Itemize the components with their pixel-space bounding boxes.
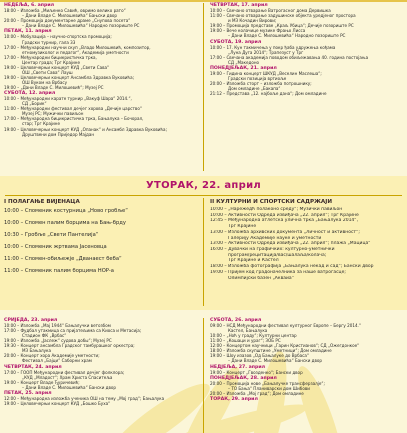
wreath-item: 11:00 – Споменик палим борцима НОР-а: [4, 268, 114, 274]
wreath-item: 11:00 – Спомен-обиљежје „Дванаест беба“: [4, 256, 122, 262]
top-divider: [203, 3, 204, 171]
day-heading: ЧЕТВРТАК, 17. април: [210, 3, 268, 8]
event-line: 19:00 – Пријем код градоначелника за наше ватрогасце;: [210, 269, 346, 275]
event-line: СД „Борик“: [22, 101, 47, 107]
wreath-item: 10:00 – Споменик жртвама Јасеновца: [4, 244, 107, 250]
event-line: 19:30 – Концерт ансамбла Градског тамбурашког оркестра;: [4, 343, 135, 349]
event-line: Трг Крајине: [228, 224, 257, 230]
day-heading: СУБОТА, 26. април: [210, 318, 262, 323]
event-line: ОШ „Свети Сава“ Лауш: [22, 69, 73, 75]
event-line: стар; Трг Крајине: [22, 121, 60, 127]
event-line: 17:00 – Међународни бицикристичка трка,: [4, 54, 97, 60]
event-line: Дом омладине „Бакапа“: [228, 86, 281, 92]
wreath-section-title: I ПОЛАГАЊЕ ВИЈЕНАЦА: [4, 199, 80, 205]
event-line: „КУД „Младост“; Храм Христа Спаситеља: [22, 374, 113, 380]
event-line: 18:00 – Изложба скупштине „Уметници“; Дом омладине: [210, 348, 332, 354]
event-line: Олимпијски базен „Акваиа“: [228, 275, 295, 281]
event-line: – Дани Владе С. Милошевића“ Народно позориште РС: [22, 23, 140, 29]
top-stripe: [0, 0, 407, 2]
event-line: 19:00 – Промоција представе „Краљ Убица“; Дечије позориште РС: [210, 23, 354, 29]
day-heading: СРИЈЕДА, 23. април: [4, 318, 58, 323]
event-line: 19:00 – „Дани Владе С. Милошевић“; Музеј РС: [4, 84, 104, 90]
event-line: СД „Македоно: [228, 59, 260, 65]
event-line: – ТО Бања“ Планиварски дом Шибови: [228, 385, 310, 391]
day-heading: ПОНЕДЈЕЉАК, 28. април: [210, 375, 277, 381]
day-heading: ТОРАК, 29. април: [210, 397, 258, 403]
event-line: 11:00 – „Кошаци и ураг“; ЗОБ РС: [210, 338, 281, 344]
event-line: МЗ Бањалука: [22, 348, 51, 354]
event-line: 12:00 – Концертом научници „Гарин Кристианов“; СД „Ожегдонкое“: [210, 343, 360, 349]
event-line: 17:00 – Свечана академија поводом обиљежавања 40. година постојања: [210, 54, 369, 60]
culture-list: [210, 207, 403, 281]
event-line: 17:00 – Међународна бицикристичка трка, Бањалука – Бочорал,: [4, 116, 144, 122]
event-line: 12:00 – Међународна изложба ученика ОШ на тему „Мој град“; Бањалука: [4, 396, 165, 402]
event-line: 20:00 – Промоција документарне драме „Снупова посета“: [4, 18, 131, 24]
event-line: етномузиколог и педагог“, Академија уметности: [22, 49, 129, 55]
event-line: 19:00 – Целовечерњи концерт Ансамбла Здравка Вуковића;: [4, 74, 134, 80]
event-line: 10:00 – 17. Кун такмичења у покр ђаба удружења кођама: [210, 44, 336, 50]
event-line: 19:00 – Шоу изазов „Од Бањалуке до Врбаса“: [210, 353, 310, 359]
event-line: 17:00 – Међународни научни скуп „Владо Милошевић, композитор,: [4, 44, 151, 50]
event-line: 11:00 – Свечано отварање задушинске објекта уредјеног простора: [210, 13, 356, 19]
event-line: 13:00 – Изложба архивских документа „Личност и активност“;: [210, 229, 360, 235]
event-line: 10:00 – Мобулација – научно-спортска промоција;: [4, 34, 112, 40]
event-line: 20:00 – Изложба сторт – изложба потрошнику;: [210, 81, 312, 87]
event-line: Градски турнир, гала 33: [22, 39, 76, 45]
day-heading: ПЕТАК, 11. април: [4, 29, 52, 35]
day-heading: ПОНЕДЈЕЉАК, 21. април: [210, 65, 277, 71]
wreath-item: 10:30 – Гробље „Свети Пантелија“: [4, 232, 99, 238]
event-line: 21:12 – Представа „12. најбоље дана“; Дом омладине: [210, 91, 327, 97]
event-line: и МЗ Кочадин Вирови;: [228, 18, 277, 24]
top-right-column: [210, 3, 403, 96]
event-line: 17:00 – ГООП Међународни фестивал дечјег фолклора;: [4, 369, 125, 375]
bottom-right-column: [210, 318, 403, 402]
wreath-item: 10:00 – Споменик костурница „Ново гробље“: [4, 208, 128, 214]
event-line: 17:00 – Фудбал утакмица са пријатељима са Киоса и Метасија;: [4, 328, 142, 334]
event-line: 20:00 – Промоција нове „Бањалучке трансферзалје“;: [210, 380, 325, 386]
event-line: 19:00 – Целовечерњи концерт КУД „Бошко Буха“: [4, 401, 111, 407]
main-day-title: УТОРАК, 22. април: [146, 180, 261, 191]
day-heading: СУБОТА, 12. април: [4, 91, 56, 97]
band-vertical-divider: [203, 198, 204, 306]
band-divider: [5, 195, 402, 196]
event-line: 19:00 – Гидина концерт ШКУД „Веселин Маслеша“;: [210, 70, 322, 76]
wreath-list: [4, 208, 200, 280]
event-line: 10:00 – Свечано отварање Ватрогасног дома Дервишка: [210, 8, 331, 14]
event-line: Кастел, Бањалука: [228, 328, 268, 334]
day-heading: НЕДЕЉА, 6. април: [4, 3, 55, 8]
event-line: 19:00 – Концерт Владе Ђуричевић;: [4, 379, 80, 385]
event-line: 18:00 – Изложба фотографија „Бањалука некад и сад“; Бански двор: [210, 264, 374, 270]
event-line: 09:00 – НСД Међународни фестивал културног Европе – Бергу 2014.“: [210, 323, 361, 329]
event-line: 11:00 – Међународни фестивал дечјег хорова „Дечије царство“: [4, 106, 142, 112]
event-line: 19:00 – Вече колачице музике Фрањо Лисса: [210, 28, 306, 34]
event-line: 16:00 – Дувачки на графичких: културно-уметнички: [210, 247, 335, 253]
day-heading: ЧЕТВРТАК, 24. април: [4, 364, 62, 370]
day-heading: СУБОТА, 19. април: [210, 39, 262, 45]
event-line: 19:00 – Концерт „Гвозденко“; Бански двор: [210, 369, 303, 375]
bottom-divider: [203, 318, 204, 433]
event-line: 10:00 – Изложба „Мај 1944“ Бањалучки ветозбом: [4, 323, 111, 329]
event-line: – Дани Владе С. Милошевића“ Бањски двор: [22, 13, 118, 19]
event-line: 19:00 – Целовечерњи концерт КУД „Свети Сава“: [4, 64, 110, 70]
event-line: – Дани Владе С. Милошевића“ Бански двор: [228, 358, 323, 364]
event-line: – Дани Владе С. Милошевића“ Бански двор: [22, 384, 117, 390]
event-line: Центар града; Трг Крајине: [22, 59, 81, 65]
event-line: 10:00 – „Нарежедћ полаконо среду“; Музички павиљон: [210, 207, 343, 212]
event-line: 10:00 – Активности Одреда извиђача „22. април“; Трг Крајине: [210, 212, 359, 218]
event-line: 19:00 – Изложба „Јаслеж“ судова добы“; Музеј РС: [4, 338, 112, 344]
event-line: Галерију Академије науке и уметности: [228, 235, 322, 241]
event-line: – Дани Владе С. Милошевића“ Народно позориште РС: [228, 33, 346, 39]
event-line: 20:00 – Концерт хора Академије уметности;: [4, 353, 100, 359]
event-line: 19:00 – Целовечерњи концерт КУД „Опанак“ и Ансамбл Здравка Вуковића;: [4, 126, 167, 132]
event-line: програм/рецитација/вас/шалаља/колача;: [228, 252, 327, 258]
event-line: Стадион ФК „Врбас“: [22, 333, 67, 339]
culture-section-title: II КУЛТУРНИ И СПОРТСКИ САДРЖАЈИ: [210, 199, 333, 205]
day-heading: ПЕТАК, 25. април: [4, 391, 52, 397]
event-line: ОШ Вуком на Врбасу: [22, 79, 68, 85]
top-left-column: [4, 3, 197, 137]
event-line: Градски позиција вртиоље: [228, 76, 287, 82]
event-line: „Луна Дуга 2014“; Трапезуст у Трг: [228, 49, 304, 55]
event-line: 10:00 – „Ноћ у граду“; Културни центар: [210, 333, 297, 339]
wreath-item: 10:00 – Спомен палим борцима на Бањ-брду: [4, 220, 126, 226]
event-line: Фестивал „Бајци“ Саборни храм: [22, 358, 92, 364]
event-line: Друштвени дом Приједор Мајдан: [22, 131, 95, 137]
event-line: Музеј РС; Мужички павиљон: [22, 111, 84, 117]
event-line: 10:00 – Међународни карате турнир „Вакуф Шара“ 2014.“,: [4, 96, 132, 102]
bottom-left-column: [4, 318, 197, 406]
event-line: Трг Крајине и Кастел: [228, 258, 279, 264]
event-line: 12:45 – Међународна атлетска улична трка „Бањалука 2014“,: [210, 218, 359, 224]
event-line: 13:00 – Активности Одреда извиђача „22. април“; плажа „Мацица“: [210, 241, 371, 247]
event-line: 18:00 – Изложба „Миљенко Савић, овримо велико рато“: [4, 8, 126, 14]
day-heading: НЕДЈЕЉА, 27. април: [210, 364, 266, 370]
event-line: 20:00 – Изложба „Мој град“; Дом омладине: [210, 391, 304, 397]
